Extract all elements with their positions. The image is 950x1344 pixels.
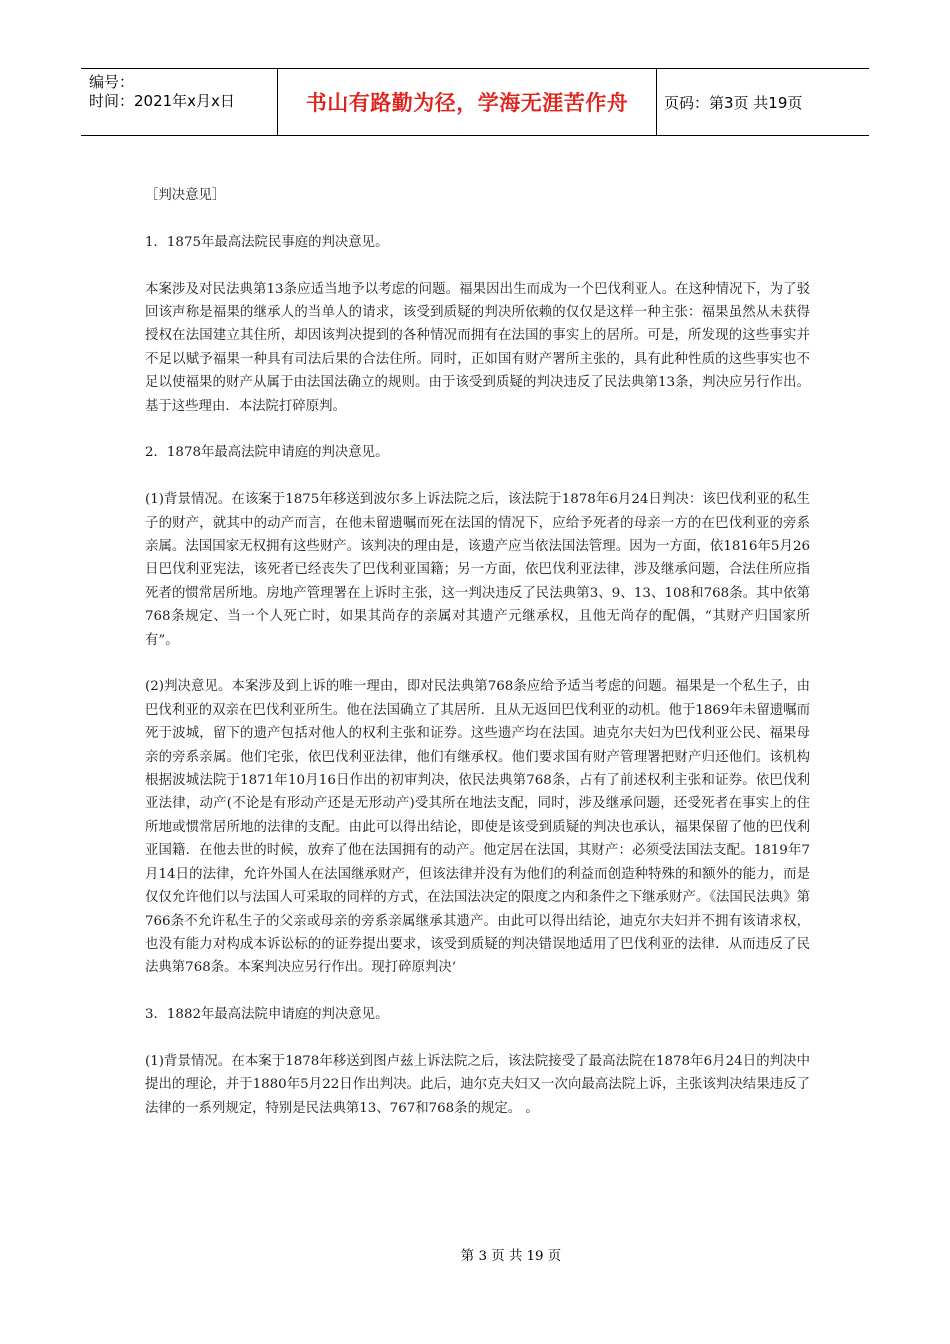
paragraph-7: (1)背景情况。在本案于1878年移送到图卢兹上诉法院之后，该法院接受了最高法院在1878年6月24日的判决中提出的理论，并于1880年5月22日作出判决。此后，迪尔克夫妇又一次向最高法院上诉，主张该判决结果违反了法律的一系列规定，特别是民法典第13、767和768条的规定。 。: [145, 1053, 810, 1116]
header-page-info: 页码：第3页 共19页: [664, 93, 803, 112]
paragraph-2: 本案涉及对民法典第13条应适当地予以考虑的问题。福果因出生而成为一个巴伐利亚人。在这种情况下，为了驳回该声称是福果的继承人的当单人的请求，该受到质疑的判决所依赖的仅仅是这样一种主张：福果虽然从未获得授权在法国建立其住所，却因该判决提到的各种情况而拥有在法国的事实上的居所。可是，所发现的这些事实并不足以赋予福果一种具有司法后果的合法住所。同时，正如国有财产署所主张的，具有此种性质的这些事实也不足以使福果的财产从属于由法国法确立的规则。由于该受到质疑的判决违反了民法典第13条，判决应另行作出。基于这些理由．本法院打碎原判。: [145, 281, 810, 414]
section-title: ［判决意见］: [145, 188, 226, 203]
page-footer: 第 3 页 共 19 页: [460, 1249, 562, 1264]
header-number: 编号：: [89, 73, 135, 91]
paragraph-5: (2)判决意见。本案涉及到上诉的唯一理由，即对民法典第768条应给予适当考虑的问题。福果是一个私生子，由巴伐利亚的双亲在巴伐利亚所生。他在法国确立了其居所．且从无返回巴伐利亚的动机。他于1869年未留遗嘱而死于波城，留下的遗产包括对他人的权利主张和证券。这些遗产均在法国。迪克尔夫妇为巴伐利亚公民、福果母亲的旁系亲属。他们宅张，依巴伐利亚法律，他们有继承权。他们要求国有财产管理署把财产归还他们。该机构根据波城法院于1871年10月16日作出的初审判决，依民法典第768条，占有了前述权利主张和证券。依巴伐利亚法律，动产(不论是有形动产还是无形动产)受其所在地法支配，同时，涉及继承问题，还受死者在事实上的住所地或惯常居所地的法律的支配。由此可以得出结论，即使是该受到质疑的判决也承认，福果保留了他的巴伐利亚国籍．在他去世的时候，放弃了他在法国拥有的动产。他定居在法国，其财产：必须受法国法支配。1819年7月14日的法律，允许外国人在法国继承财产，但该法律并没有为他们的利益而创造种特殊的和额外的能力，而是仅仅允许他们以与法国人可采取的同样的方式，在法国法决定的限度之内和条件之下继承财产。《法国民法典》第766条不允许私生子的父亲或母亲的旁系亲属继承其遗产。由此可以得出结论，迪克尔夫妇并不拥有该请求权，也没有能力对构成本诉讼标的的证券提出要求，该受到质疑的判决错误地适用了巴伐利亚的法律．从而违反了民法典第768条。本案判决应另行作出。现打碎原判决‘: [145, 679, 810, 976]
document-body: [145, 184, 810, 1144]
header-meta: [81, 69, 278, 135]
header-motto: 书山有路勤为径，学海无涯苦作舟: [278, 69, 657, 135]
paragraph-6: 3．1882年最高法院申请庭的判决意见。: [145, 1007, 389, 1023]
header-date: 时间：2021年x月x日: [89, 92, 235, 110]
page-header: [81, 68, 869, 136]
paragraph-3: 2．1878年最高法院申请庭的判决意见。: [145, 445, 389, 461]
paragraph-1: 1．1875年最高法院民事庭的判决意见。: [145, 234, 389, 250]
paragraph-4: (1)背景情况。在该案于1875年移送到波尔多上诉法院之后，该法院于1878年6月24日判决：该巴伐利亚的私生子的财产，就其中的动产而言，在他未留遗嘱而死在法国的情况下，应给予死者的母亲一方的在巴伐利亚的旁系亲属。法国国家无权拥有这些财产。该判决的理由是，该遗产应当依法国法管理。因为一方面，依1816年5月26日巴伐利亚宪法，该死者已经丧失了巴伐利亚国籍；另一方面，依巴伐利亚法律，涉及继承问题，合法住所应指死者的惯常居所地。房地产管理署在上诉时主张，这一判决违反了民法典第3、9、13、108和768条。其中依第768条规定、当一个人死亡时，如果其尚存的亲属对其遗产元继承权，且他无尚存的配偶，“其财产归国家所有”。: [145, 492, 810, 648]
